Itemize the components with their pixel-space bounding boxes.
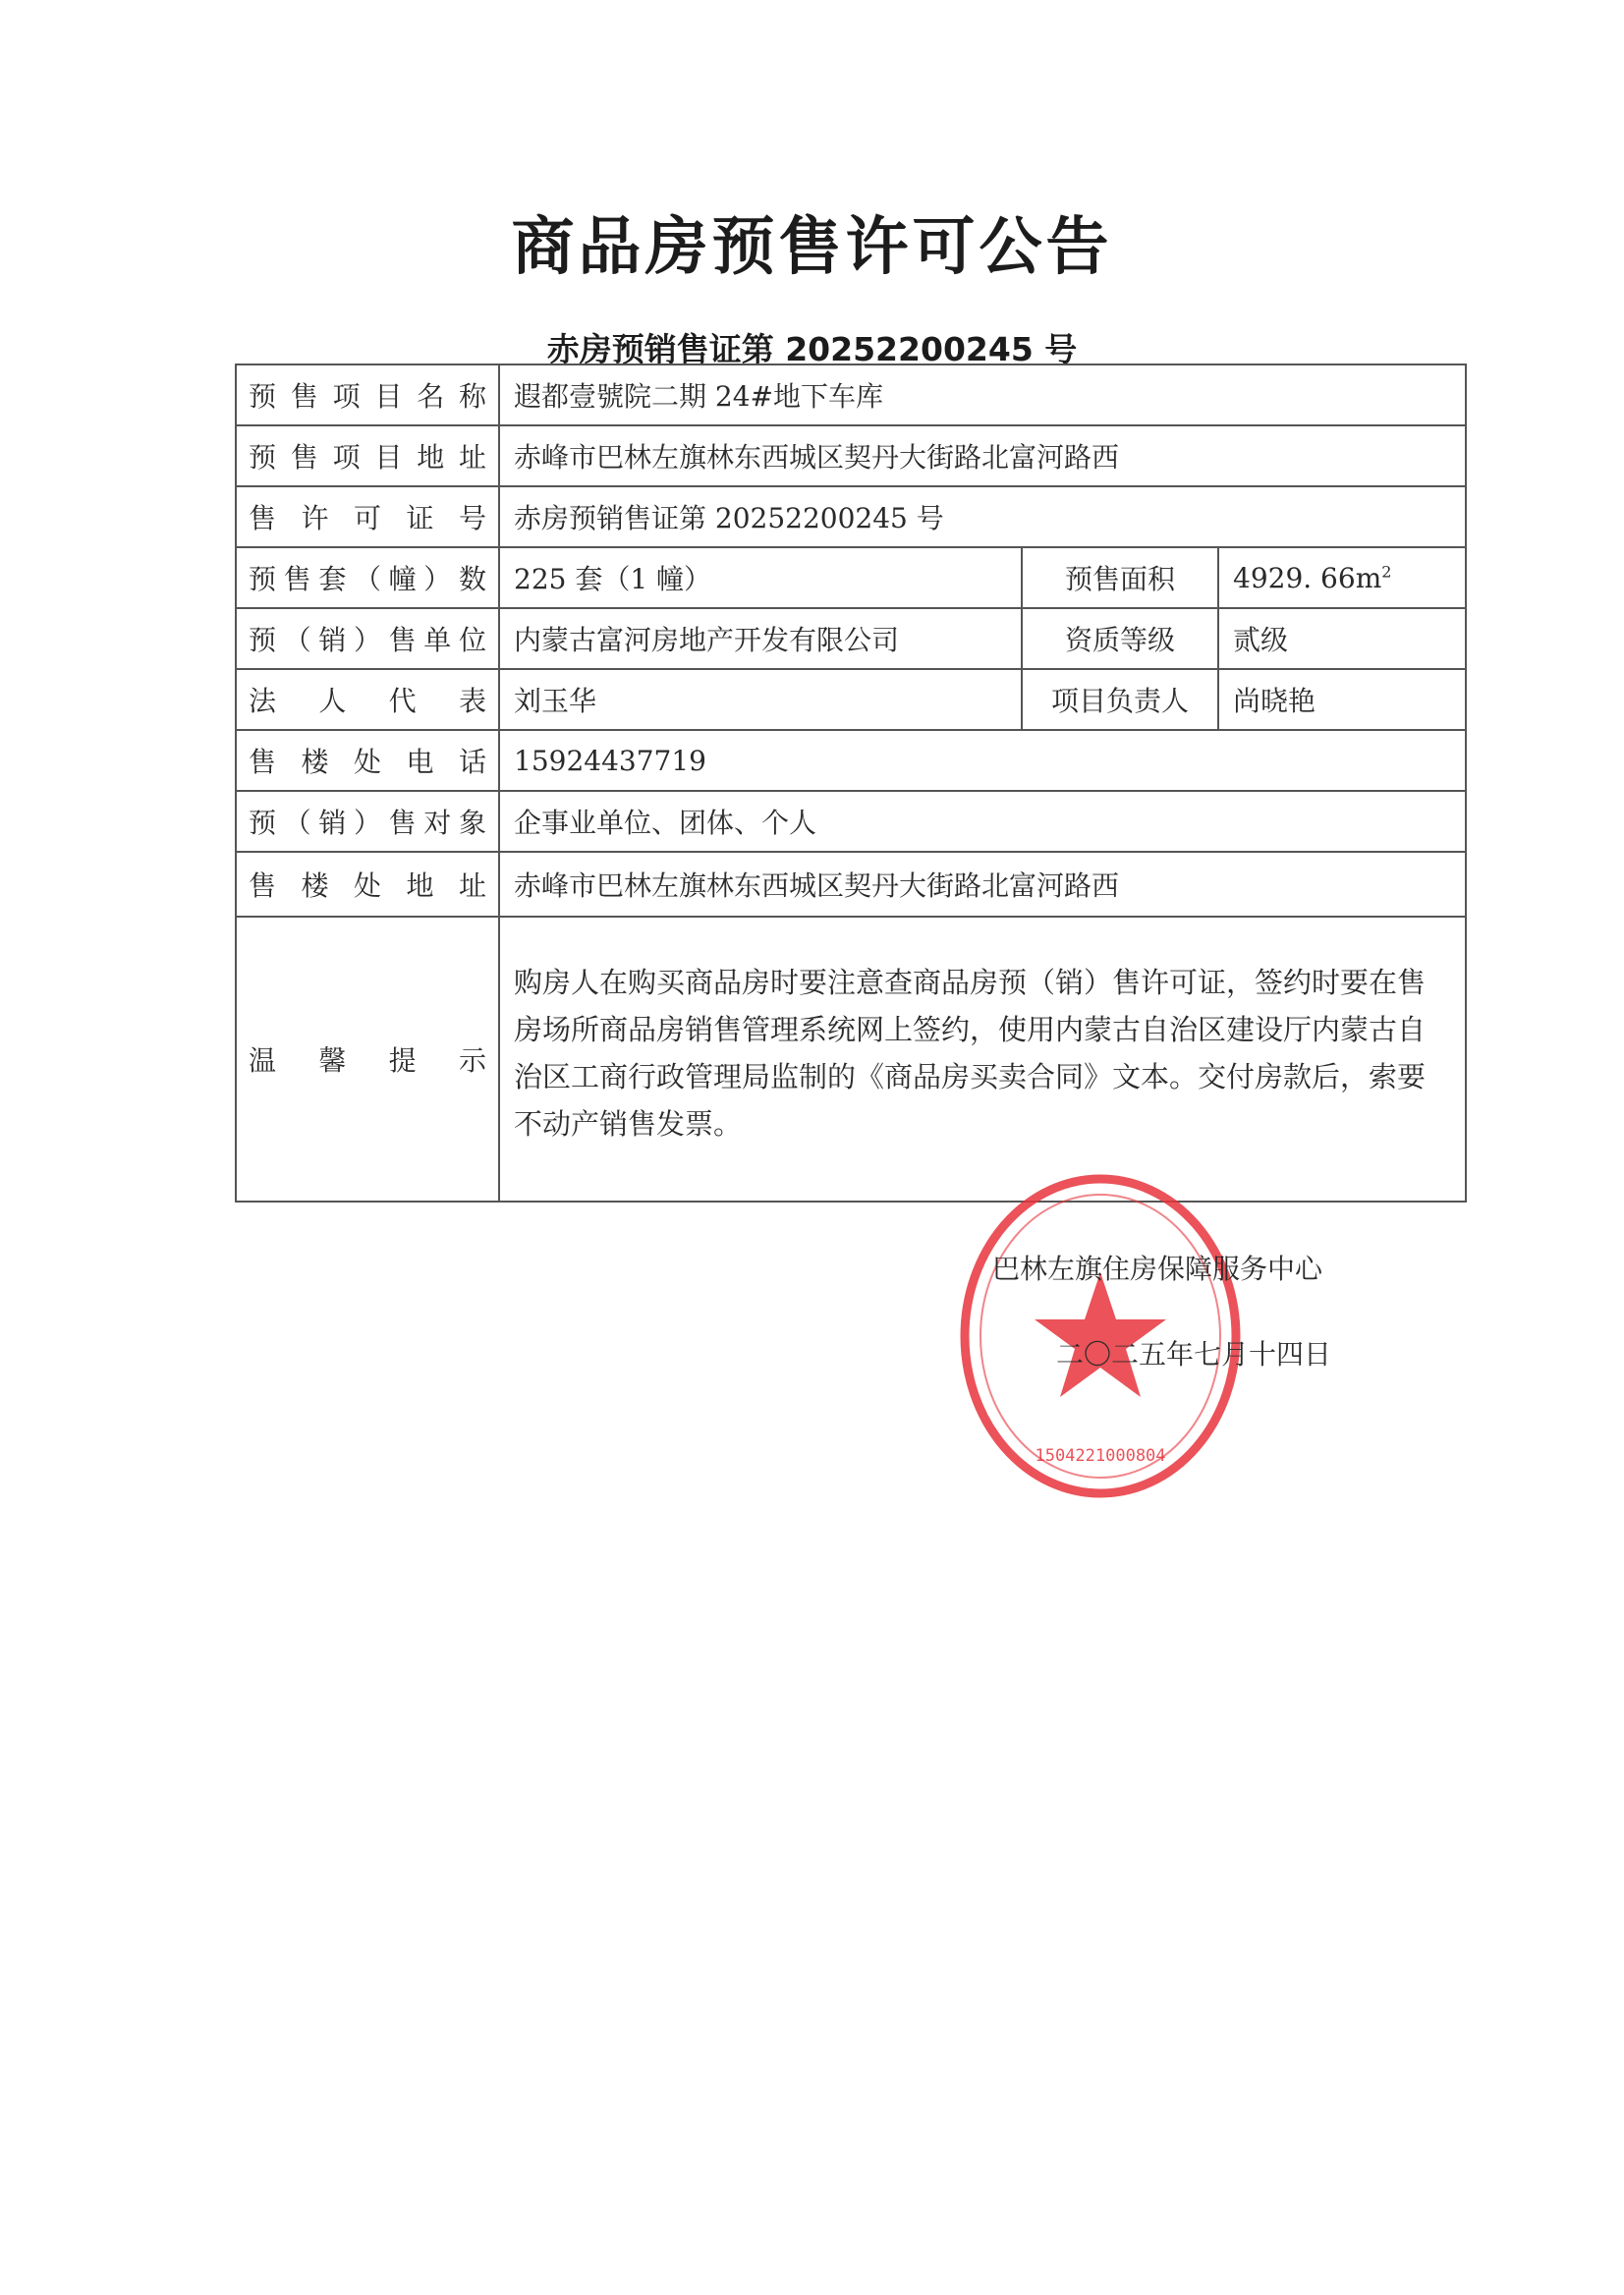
target-value: 企事业单位、团体、个人 bbox=[499, 791, 1466, 852]
reminder-text: 购房人在购买商品房时要注意查商品房预（销）售许可证，签约时要在售房场所商品房销售管理系统网上签约，使用内蒙古自治区建设厅内蒙古自治区工商行政管理局监制的《商品房买卖合同》文本。交付房款后，索要不动产销售发票。 bbox=[499, 917, 1466, 1202]
sales-phone-value: 15924437719 bbox=[499, 730, 1466, 791]
seller-value: 内蒙古富河房地产开发有限公司 bbox=[499, 608, 1022, 669]
reminder-label: 温 馨 提 示 bbox=[249, 1044, 486, 1077]
grade-value: 贰级 bbox=[1218, 608, 1466, 669]
page-title: 商品房预售许可公告 bbox=[511, 211, 1113, 284]
seal-code: 1504221000804 bbox=[1035, 1446, 1166, 1466]
area-value-cell bbox=[1218, 547, 1466, 608]
legal-rep-label: 法 人 代 表 bbox=[249, 685, 486, 717]
row-project-address bbox=[236, 425, 1466, 486]
area-unit-superscript: 2 bbox=[1381, 562, 1392, 582]
license-number-value: 赤房预销售证第 20252200245 号 bbox=[499, 486, 1466, 547]
issuer-name: 巴林左旗住房保障服务中心 bbox=[992, 1253, 1323, 1285]
manager-value: 尚晓艳 bbox=[1218, 669, 1466, 730]
license-number-label: 售 许 可 证 号 bbox=[249, 502, 486, 534]
presale-notice-table bbox=[235, 364, 1467, 1203]
area-value: 4929. 66m bbox=[1233, 561, 1382, 594]
sales-phone-label: 售 楼 处 电 话 bbox=[249, 746, 486, 778]
issue-date: 二〇二五年七月十四日 bbox=[1056, 1338, 1332, 1371]
row-project-name bbox=[236, 364, 1466, 425]
row-units bbox=[236, 547, 1466, 608]
row-reminder bbox=[236, 917, 1466, 1202]
sales-address-label: 售 楼 处 地 址 bbox=[249, 869, 486, 902]
units-label: 预 售 套 （ 幢 ） 数 bbox=[249, 563, 486, 595]
seller-label: 预 （ 销 ） 售 单 位 bbox=[249, 624, 486, 656]
certificate-number-heading: 赤房预销售证第 20252200245 号 bbox=[546, 330, 1078, 368]
sales-address-value: 赤峰市巴林左旗林东西城区契丹大街路北富河路西 bbox=[499, 852, 1466, 917]
project-name-label: 预 售 项 目 名 称 bbox=[249, 380, 486, 413]
row-legal-rep bbox=[236, 669, 1466, 730]
grade-label: 资质等级 bbox=[1022, 608, 1218, 669]
project-address-label: 预 售 项 目 地 址 bbox=[249, 441, 486, 474]
project-address-value: 赤峰市巴林左旗林东西城区契丹大街路北富河路西 bbox=[499, 425, 1466, 486]
row-sales-phone bbox=[236, 730, 1466, 791]
row-seller bbox=[236, 608, 1466, 669]
target-label: 预 （ 销 ） 售 对 象 bbox=[249, 807, 486, 839]
row-license-number bbox=[236, 486, 1466, 547]
area-label: 预售面积 bbox=[1022, 547, 1218, 608]
legal-rep-value: 刘玉华 bbox=[499, 669, 1022, 730]
row-sales-address bbox=[236, 852, 1466, 917]
manager-label: 项目负责人 bbox=[1022, 669, 1218, 730]
row-target bbox=[236, 791, 1466, 852]
units-value: 225 套（1 幢） bbox=[499, 547, 1022, 608]
project-name-value: 遐都壹號院二期 24#地下车库 bbox=[499, 364, 1466, 425]
